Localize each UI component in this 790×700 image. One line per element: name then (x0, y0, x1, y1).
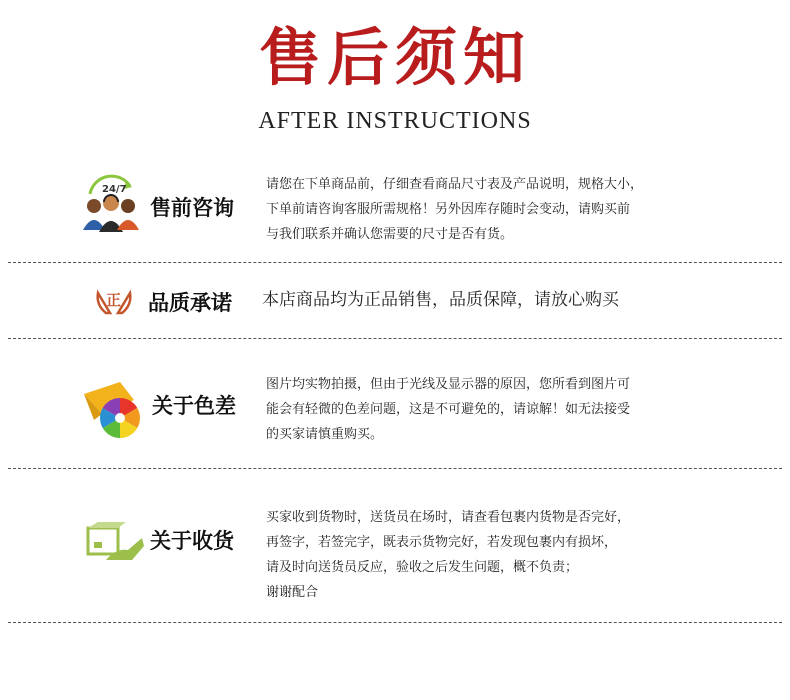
receipt-line: 买家收到货物时，送货员在场时，请查看包裹内货物是否完好， (266, 510, 631, 525)
badge-zheng: 正 (106, 291, 122, 309)
section-divider (8, 468, 782, 469)
receipt-line: 谢谢配合 (266, 585, 319, 600)
section-heading-color: 关于色差 (152, 394, 236, 418)
section-heading-receipt: 关于收货 (150, 529, 234, 553)
section-body-receipt (266, 505, 706, 605)
delivery-box-icon (86, 520, 144, 566)
presale-line: 下单前请咨询客服所需规格！另外因库存随时会变动，请购买前 (266, 202, 631, 217)
quality-line: 本店商品均为正品销售，品质保障，请放心购买 (262, 290, 619, 310)
quality-hands-icon (94, 283, 134, 317)
section-body-quality (262, 286, 722, 314)
section-heading-quality: 品质承诺 (148, 291, 232, 315)
receipt-line: 请及时向送货员反应，验收之后发生问题，概不负责； (266, 560, 579, 575)
page-title: 售后须知 (258, 21, 531, 94)
presale-line: 与我们联系并确认您需要的尺寸是否有货。 (266, 227, 514, 242)
page-subtitle: AFTER INSTRUCTIONS (258, 108, 532, 134)
section-divider (8, 622, 782, 623)
badge-24-7: 24/7 (102, 184, 127, 195)
color-wheel-icon (80, 380, 146, 440)
customer-service-icon (80, 170, 142, 232)
section-heading-presale: 售前咨询 (150, 196, 234, 220)
color-line: 能会有轻微的色差问题，这是不可避免的，请谅解！如无法接受 (266, 402, 631, 417)
presale-line: 请您在下单商品前，仔细查看商品尺寸表及产品说明，规格大小， (266, 177, 644, 192)
color-line: 的买家请慎重购买。 (266, 427, 384, 442)
section-body-color (266, 372, 706, 447)
receipt-line: 再签字，若签完字，既表示货物完好，若发现包裹内有损坏， (266, 535, 618, 550)
color-line: 图片均实物拍摄，但由于光线及显示器的原因，您所看到图片可 (266, 377, 631, 392)
section-body-presale (266, 172, 706, 247)
section-divider (8, 262, 782, 263)
section-divider (8, 338, 782, 339)
